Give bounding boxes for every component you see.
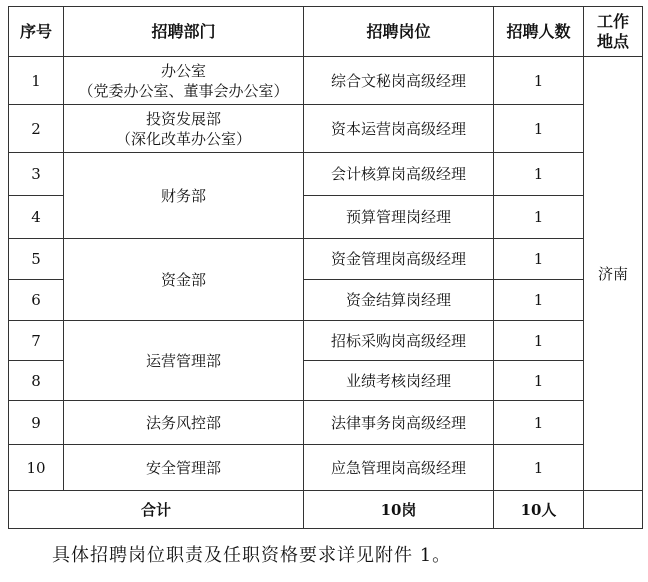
dept-investment: [64, 105, 304, 153]
row-no: 9: [9, 401, 64, 445]
total-positions: 10岗: [304, 491, 494, 529]
table-row: [9, 239, 643, 280]
total-people: 10人: [494, 491, 584, 529]
header-location-line1: 工作: [596, 11, 629, 31]
row-no: 5: [9, 239, 64, 280]
header-location: [584, 7, 643, 57]
dept-office: [64, 57, 304, 105]
headcount: 1: [494, 153, 584, 196]
table-row: [9, 401, 643, 445]
position-name: 业绩考核岗经理: [304, 361, 494, 401]
row-no: 6: [9, 280, 64, 321]
dept-subname: （深化改革办公室）: [115, 129, 251, 148]
table-row: [9, 445, 643, 491]
footnote: 具体招聘岗位职责及任职资格要求详见附件 1。: [52, 545, 452, 566]
row-no: 1: [9, 57, 64, 105]
dept-operations: 运营管理部: [64, 321, 304, 401]
header-headcount: 招聘人数: [494, 7, 584, 57]
table-row: [9, 321, 643, 361]
dept-finance: 财务部: [64, 153, 304, 239]
row-no: 4: [9, 196, 64, 239]
header-row: [9, 7, 643, 57]
position-name: 法律事务岗高级经理: [304, 401, 494, 445]
row-no: 10: [9, 445, 64, 491]
dept-safety: 安全管理部: [64, 445, 304, 491]
header-serial-no: 序号: [9, 7, 64, 57]
headcount: 1: [494, 196, 584, 239]
header-location-line2: 地点: [596, 31, 629, 51]
headcount: 1: [494, 239, 584, 280]
dept-name: 办公室: [160, 61, 206, 80]
position-name: 综合文秘岗高级经理: [304, 57, 494, 105]
headcount: 1: [494, 280, 584, 321]
headcount: 1: [494, 57, 584, 105]
headcount: 1: [494, 361, 584, 401]
total-label: 合计: [9, 491, 304, 529]
recruitment-table: [8, 6, 643, 529]
total-row: [9, 491, 643, 529]
table-row: [9, 105, 643, 153]
position-name: 资金管理岗高级经理: [304, 239, 494, 280]
row-no: 2: [9, 105, 64, 153]
total-location-blank: [584, 491, 643, 529]
position-name: 应急管理岗高级经理: [304, 445, 494, 491]
headcount: 1: [494, 321, 584, 361]
headcount: 1: [494, 445, 584, 491]
position-name: 招标采购岗高级经理: [304, 321, 494, 361]
row-no: 3: [9, 153, 64, 196]
header-department: 招聘部门: [64, 7, 304, 57]
dept-legal-risk: 法务风控部: [64, 401, 304, 445]
row-no: 8: [9, 361, 64, 401]
table-row: [9, 153, 643, 196]
row-no: 7: [9, 321, 64, 361]
dept-treasury: 资金部: [64, 239, 304, 321]
headcount: 1: [494, 401, 584, 445]
dept-subname: （党委办公室、董事会办公室）: [78, 81, 289, 100]
header-position: 招聘岗位: [304, 7, 494, 57]
table-row: [9, 57, 643, 105]
position-name: 预算管理岗经理: [304, 196, 494, 239]
dept-name: 投资发展部: [145, 109, 221, 128]
position-name: 会计核算岗高级经理: [304, 153, 494, 196]
position-name: 资本运营岗高级经理: [304, 105, 494, 153]
headcount: 1: [494, 105, 584, 153]
work-location: 济南: [584, 57, 643, 491]
position-name: 资金结算岗经理: [304, 280, 494, 321]
